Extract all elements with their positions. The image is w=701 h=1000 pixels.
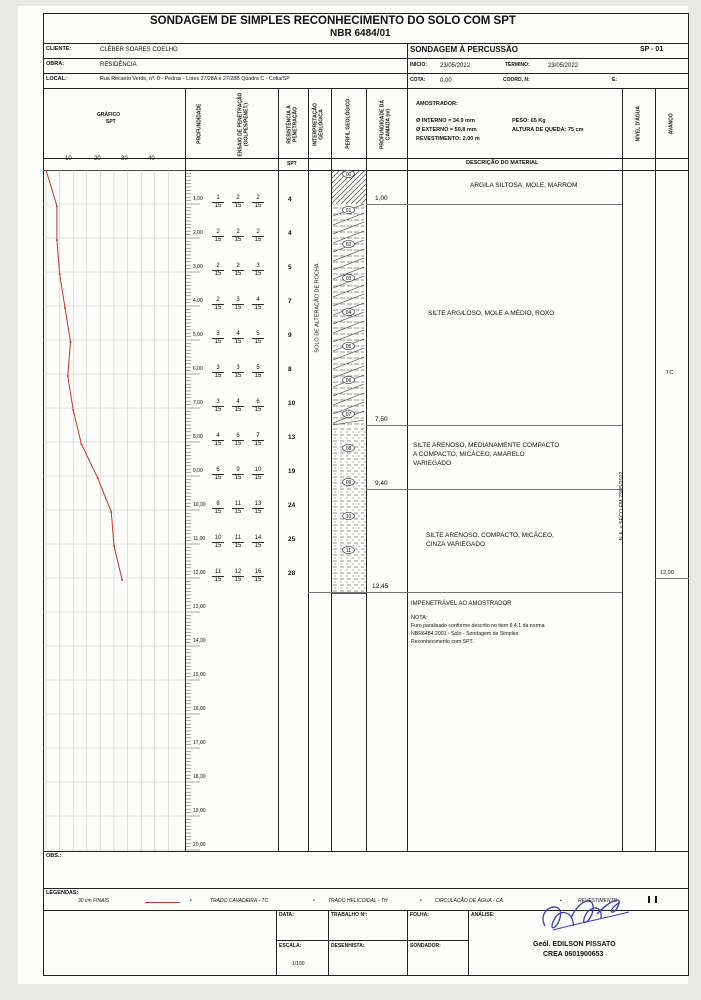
footer-trabalho-label: TRABALHO Nº: (331, 912, 368, 918)
layer-description: SILTE ARENOSO, MEDIANAMENTE COMPACTO (413, 442, 560, 449)
ensaio-fraction: $\frac{2}{15}$ (232, 229, 244, 243)
perfil-header: PERFIL GEOLÓGICO (345, 98, 352, 149)
graph-tick: 30 (121, 156, 128, 162)
depth-label: 15,00 (193, 672, 206, 678)
ensaio-fraction: $\frac{11}{15}$ (232, 535, 244, 549)
sample-marker (343, 240, 355, 247)
ensaio-fraction: $\frac{6}{15}$ (232, 433, 244, 447)
nivel-agua-text: N.A. = SECO EM 23/05/2022 (619, 471, 626, 541)
spt-point (110, 511, 112, 513)
ensaio-fraction: $\frac{4}{15}$ (212, 433, 224, 447)
depth-label: 10,00 (193, 502, 206, 508)
depth-label: 4,00 (193, 298, 203, 304)
coord-label: COORD. N: (503, 77, 530, 83)
obra-value: RESIDÊNCIA (100, 62, 137, 68)
obs-label: OBS.: (46, 853, 62, 859)
graph-tick: 20 (94, 156, 101, 162)
ensaio-fraction: $\frac{11}{15}$ (232, 501, 244, 515)
ensaio-header: ENSAIO DE PENETRAÇÃO (GOLPES/PENET.) (237, 92, 249, 157)
legend-th: TRADO HELICOIDAL - TH (328, 898, 388, 904)
spt-value: 5 (288, 264, 292, 271)
spt-line (46, 170, 122, 580)
grafico-spt-label: SPT (106, 119, 116, 125)
ensaio-fraction: $\frac{7}{15}$ (252, 433, 264, 447)
spt-value: 9 (288, 332, 292, 339)
ensaio-fraction: $\frac{13}{15}$ (252, 501, 264, 515)
legend-rev-mark (655, 896, 657, 903)
depth-label: 12,00 (193, 570, 206, 576)
local-label: LOCAL: (46, 76, 67, 82)
ensaio-fraction: $\frac{10}{15}$ (252, 467, 264, 481)
depth-label: 16,00 (193, 706, 206, 712)
sample-id: 05 (345, 343, 352, 350)
cliente-label: CLIENTE: (46, 46, 72, 52)
depth-label: 14,00 (193, 638, 206, 644)
spt-value: 24 (288, 502, 296, 509)
spt-point (59, 273, 61, 275)
ensaio-fraction: $\frac{6}{15}$ (212, 467, 224, 481)
ensaio-fraction: $\frac{4}{15}$ (232, 331, 244, 345)
depth-label: 13,00 (193, 604, 206, 610)
footer-sondador-label: SONDADOR: (410, 943, 441, 949)
ensaio-fraction: $\frac{3}{15}$ (232, 297, 244, 311)
ensaio-fraction: $\frac{3}{15}$ (212, 365, 224, 379)
prof-camada-header: PROFUNDIDADE DA CAMADA (m) (379, 100, 391, 149)
ensaio-fraction: $\frac{14}{15}$ (252, 535, 264, 549)
ensaio-fraction: $\frac{3}{15}$ (212, 399, 224, 413)
spt-value: 19 (288, 468, 296, 475)
avanco-tc: TC (666, 370, 674, 376)
layer-description: VARIEGADO (413, 460, 452, 467)
sample-marker (343, 512, 355, 519)
sample-id: 11 (345, 547, 352, 554)
spt-point (64, 307, 66, 309)
profundidade-header: PROFUNDIDADE (196, 103, 203, 144)
sample-id: 00 (345, 171, 352, 178)
legend-ca: CIRCULAÇÃO DE ÁGUA - CA (435, 898, 503, 904)
sample-marker (343, 410, 355, 417)
amostrador-altura: ALTURA DE QUEDA: 75 cm (512, 127, 584, 133)
depth-label: 19,00 (193, 808, 206, 814)
local-value: Rua Recanto Verde, nº. 0 - Pedras - Lotes 27/28A e 27/28B Quadra C - Cotia/SP (100, 76, 290, 82)
layer-description: SILTE ARENOSO, COMPACTO, MICÁCEO, (426, 532, 554, 539)
depth-label: 2,00 (193, 230, 203, 236)
depth-ruler (185, 170, 200, 851)
termino-label: TÉRMINO: (505, 62, 530, 68)
legend-tc: TRADO CAVADEIRA - TC (210, 898, 269, 904)
sample-marker (343, 376, 355, 383)
nota-line: NBR6484:2001 - Solo - Sondagem de Simples (411, 631, 519, 637)
ensaio-fraction: $\frac{3}{15}$ (212, 331, 224, 345)
spt-point (113, 545, 115, 547)
nivel-header: NÍVEL D'ÁGUA (635, 105, 642, 142)
spt-point (56, 205, 58, 207)
legend-rev-mark (648, 896, 650, 903)
spt-value: 8 (288, 366, 292, 373)
depth-label: 11,00 (193, 536, 206, 542)
depth-label: 20,00 (193, 842, 206, 848)
ensaio-fraction: $\frac{3}{15}$ (252, 263, 264, 277)
sample-marker (343, 342, 355, 349)
sample-id: 03 (345, 275, 352, 282)
layer-depth: 9,40 (375, 480, 388, 487)
ensaio-fraction: $\frac{3}{15}$ (232, 365, 244, 379)
engineer-crea: CREA 0601900653 (543, 951, 604, 958)
spt-point (69, 341, 71, 343)
amostrador-interno: Ø INTERNO = 34.9 mm (416, 118, 475, 124)
spt-point (121, 579, 123, 581)
coord-e-label: E: (612, 77, 617, 83)
engineer-name: Geól. EDILSON PISSATO (533, 941, 616, 948)
sample-id: 09 (345, 479, 352, 486)
legend-line-red (145, 902, 180, 903)
sample-marker (343, 170, 355, 177)
ensaio-fraction: $\frac{2}{15}$ (252, 195, 264, 209)
descricao-header: DESCRIÇÃO DO MATERIAL (466, 160, 539, 166)
obra-label: OBRA: (46, 61, 65, 67)
sample-marker (343, 308, 355, 315)
depth-label: 6,00 (193, 366, 203, 372)
grafico-title: GRÁFICO (97, 112, 121, 118)
sample-marker (343, 444, 355, 451)
interpretacao-label: SOLO DE ALTERAÇÃO DE ROCHA (314, 263, 321, 353)
layer-description: CINZA VARIEGADO (426, 541, 486, 548)
depth-label: 8,00 (193, 434, 203, 440)
ensaio-fraction: $\frac{5}{15}$ (252, 331, 264, 345)
cota-label: COTA: (410, 77, 426, 83)
nota-line: Reconhecimento com SPT. (411, 639, 474, 645)
depth-label: 18,00 (193, 774, 206, 780)
sample-id: 01 (345, 207, 352, 214)
sample-id: 02 (345, 241, 352, 248)
spt-value: 25 (288, 536, 296, 543)
inicio-label: INÍCIO: (410, 62, 427, 68)
ensaio-fraction: $\frac{2}{15}$ (232, 263, 244, 277)
layer-description: ARGILA SILTOSA, MOLE, MARROM (470, 182, 578, 189)
ensaio-fraction: $\frac{2}{15}$ (212, 263, 224, 277)
termino-value: 23/05/2022 (548, 63, 579, 69)
amostrador-revestimento: REVESTIMENTO: 2.00 m (416, 136, 480, 142)
layer-description: A COMPACTO, MICÁCEO, AMARELO (413, 451, 525, 458)
nota-line: Furo paralisado conforme descrito no item 6.4.1 da norma (411, 623, 545, 629)
footer-data-label: DATA: (279, 912, 294, 918)
ensaio-fraction: $\frac{10}{15}$ (212, 535, 224, 549)
ensaio-fraction: $\frac{4}{15}$ (252, 297, 264, 311)
avanco-header: AVANÇO (668, 113, 675, 135)
impenetravel-text: IMPENETRÁVEL AO AMOSTRADOR (411, 601, 512, 607)
sample-id: 07 (345, 411, 352, 418)
spt-value: 7 (288, 298, 292, 305)
amostrador-externo: Ø EXTERNO = 50.8 mm (416, 127, 477, 133)
spt-value: 13 (288, 434, 296, 441)
footer-escala-value: 1/100 (292, 961, 305, 967)
inicio-value: 23/05/2022 (440, 63, 471, 69)
ensaio-fraction: $\frac{12}{15}$ (232, 569, 244, 583)
spt-value: 4 (288, 230, 292, 237)
sample-marker (343, 206, 355, 213)
spt-point (97, 477, 99, 479)
interpretacao-header: INTERPRETAÇÃO GEOLÓGICA (312, 103, 324, 146)
layer-depth: 12,45 (372, 583, 389, 590)
perfil-geologico-column (331, 170, 366, 851)
spt-value: 4 (288, 196, 292, 203)
legend-finais: 30 cm FINAIS (78, 898, 110, 904)
spt-point (56, 239, 58, 241)
depth-label: 3,00 (193, 264, 203, 270)
ensaio-fraction: $\frac{6}{15}$ (252, 399, 264, 413)
layer-description: SILTE ARGILOSO, MOLE A MÉDIO, ROXO (428, 310, 555, 317)
amostrador-peso: PESO: 65 Kg (512, 118, 546, 124)
ensaio-fraction: $\frac{9}{15}$ (232, 467, 244, 481)
amostrador-label: AMOSTRADOR: (416, 101, 458, 107)
ensaio-fraction: $\frac{2}{15}$ (212, 229, 224, 243)
footer-escala-label: ESCALA: (279, 943, 302, 949)
cliente-value: CLÉBER SOARES COELHO (100, 47, 178, 53)
resistencia-header: RESISTÊNCIA À PENETRAÇÃO (286, 105, 298, 144)
nota-label: NOTA: (411, 615, 428, 621)
sp-number: SP - 01 (640, 46, 664, 53)
spt-point (72, 409, 74, 411)
spt-point (80, 443, 82, 445)
depth-label: 9,00 (193, 468, 203, 474)
ensaio-fraction: $\frac{11}{15}$ (212, 569, 224, 583)
spt-point (67, 375, 69, 377)
ensaio-fraction: $\frac{1}{15}$ (212, 195, 224, 209)
depth-label: 5,00 (193, 332, 203, 338)
report-title: SONDAGEM DE SIMPLES RECONHECIMENTO DO SOLO COM SPT (150, 15, 516, 27)
depth-label: 17,00 (193, 740, 206, 746)
legend-label: LEGENDAS: (46, 890, 79, 896)
ensaio-fraction: $\frac{8}{15}$ (212, 501, 224, 515)
cota-value: 0,00 (440, 78, 452, 84)
legend-revestimento: REVESTIMENTO (578, 898, 618, 904)
sample-id: 04 (345, 309, 352, 316)
avanco-end: 12,00 (660, 570, 674, 576)
graph-tick: 10 (65, 156, 72, 162)
ensaio-fraction: $\frac{16}{15}$ (252, 569, 264, 583)
footer-folha-label: FOLHA: (410, 912, 429, 918)
graph-tick: 40 (148, 156, 155, 162)
spt-chart (43, 170, 185, 851)
signature-image (525, 888, 635, 938)
sondagem-type: SONDAGEM À PERCUSSÃO (410, 45, 519, 54)
spt-subheader: SPT (287, 161, 297, 167)
report-subtitle: NBR 6484/01 (330, 28, 391, 39)
footer-analise-label: ANÁLISE: (471, 912, 495, 918)
depth-label: 7,00 (193, 400, 203, 406)
ensaio-fraction: $\frac{2}{15}$ (212, 297, 224, 311)
sample-marker (343, 478, 355, 485)
spt-value: 28 (288, 570, 296, 577)
ensaio-fraction: $\frac{5}{15}$ (252, 365, 264, 379)
ensaio-fraction: $\frac{4}{15}$ (232, 399, 244, 413)
ensaio-fraction: $\frac{2}{15}$ (252, 229, 264, 243)
sample-marker (343, 546, 355, 553)
depth-label: 1,00 (193, 196, 203, 202)
ensaio-fraction: $\frac{2}{15}$ (232, 195, 244, 209)
footer-desenhista-label: DESENHISTA: (331, 943, 365, 949)
layer-depth: 7,50 (375, 416, 388, 423)
spt-value: 10 (288, 400, 296, 407)
sample-id: 08 (345, 445, 352, 452)
sample-id: 06 (345, 377, 352, 384)
sample-marker (343, 274, 355, 281)
layer-depth: 1,00 (375, 195, 388, 202)
sample-id: 10 (345, 513, 352, 520)
